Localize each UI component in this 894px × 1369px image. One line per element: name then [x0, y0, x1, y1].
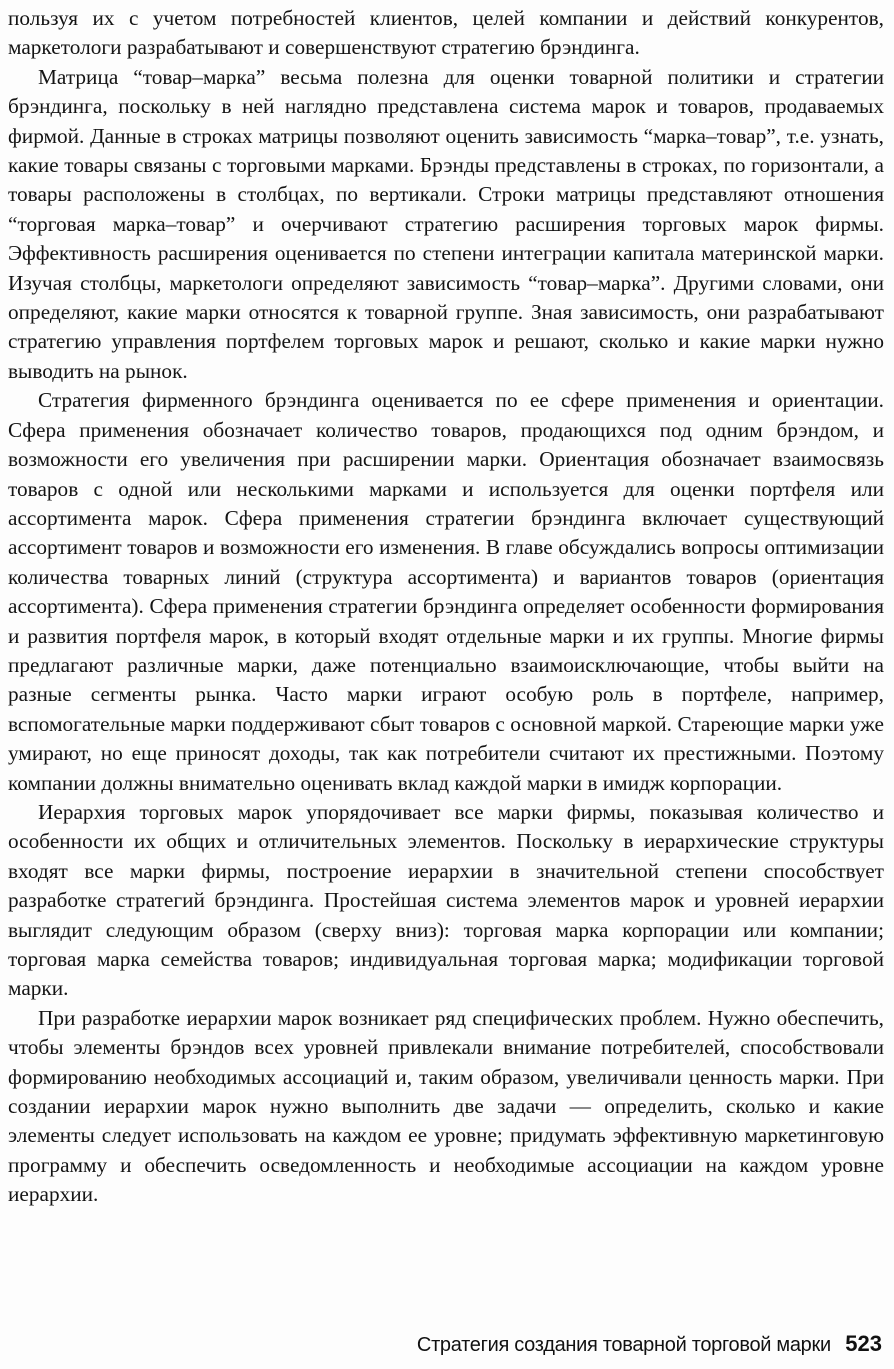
- running-title: Стратегия создания товарной торговой марки: [416, 1334, 831, 1356]
- page-footer: [417, 1331, 882, 1357]
- paragraph-continuation: пользуя их с учетом потребностей клиентов, целей компании и действий конкурентов, маркетологи разрабатывают и совершенствуют стратегию брэндинга.: [8, 6, 884, 60]
- body-text: [8, 4, 884, 1210]
- paragraph-brand-hierarchy: Иерархия торговых марок упорядочивает все марки фирмы, показывая количество и особенности их общих и отличительных элементов. Поскольку в иерархические структуры входят все марки фирмы, построение иерархии в значительной степени способствует разработке стратегий брэндинга. Простейшая система элементов марок и уровней иерархии выглядит следующим образом (сверху вниз): торговая марка корпорации или компании; торговая марка семейства товаров; индивидуальная торговая марка; модификации торговой марки.: [8, 799, 884, 1001]
- paragraph-branding-strategy: Стратегия фирменного брэндинга оценивается по ее сфере применения и ориентации. Сфера применения обозначает количество товаров, продающихся под одним брэндом, и возможности его увеличения при расширении марки. Ориентация обозначает взаимосвязь товаров с одной или несколькими марками и используется для оценки портфеля или ассортимента марок. Сфера применения стратегии брэндинга включает существующий ассортимент товаров и возможности его изменения. В главе обсуждались вопросы оптимизации количества товарных линий (структура ассортимента) и вариантов товаров (ориентация ассортимента). Сфера применения стратегии брэндинга определяет особенности формирования и развития портфеля марок, в который входят отдельные марки и их группы. Многие фирмы предлагают различные марки, даже потенциально взаимоисключающие, чтобы выйти на разные сегменты рынка. Часто марки играют особую роль в портфеле, например, вспомогательные марки поддерживают сбыт товаров с основной маркой. Стареющие марки уже умирают, но еще приносят доходы, так как потребители считают их престижными. Поэтому компании должны внимательно оценивать вклад каждой марки в имидж корпорации.: [8, 388, 884, 795]
- paragraph-brand-matrix: Матрица “товар–марка” весьма полезна для оценки товарной политики и стратегии брэндинга, поскольку в ней наглядно представлена система марок и товаров, продаваемых фирмой. Данные в строках матрицы позволяют оценить зависимость “марка–товар”, т.е. узнать, какие товары связаны с торговыми марками. Брэнды представлены в строках, по горизонтали, а товары расположены в столбцах, по вертикали. Строки матрицы представляют отношения “торговая марка–товар” и очерчивают стратегию расширения торговых марок фирмы. Эффективность расширения оценивается по степени интеграции капитала материнской марки. Изучая столбцы, маркетологи определяют зависимость “товар–марка”. Другими словами, они определяют, какие марки относятся к товарной группе. Зная зависимость, они разрабатывают стратегию управления портфелем торговых марок и решают, сколько и какие марки нужно выводить на рынок.: [8, 64, 884, 383]
- paragraph-hierarchy-problems: При разработке иерархии марок возникает ряд специфических проблем. Нужно обеспечить, чтобы элементы брэндов всех уровней привлекали внимание потребителей, способствовали формированию необходимых ассоциаций и, таким образом, увеличивали ценность марки. При создании иерархии марок нужно выполнить две задачи — определить, сколько и какие элементы следует использовать на каждом ее уровне; придумать эффективную маркетинговую программу и обеспечить осведомленность и необходимые ассоциации на каждом уровне иерархии.: [8, 1005, 884, 1207]
- page-number: 523: [845, 1331, 882, 1356]
